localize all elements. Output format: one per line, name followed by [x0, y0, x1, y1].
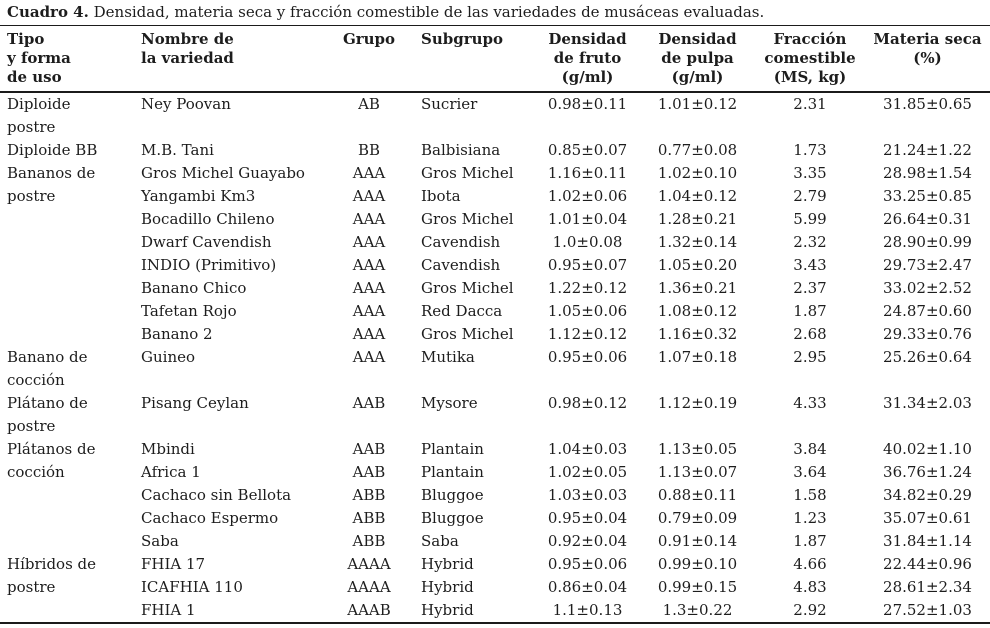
cell-materia_seca: 27.52±1.03 [883, 601, 972, 619]
cell-fraccion_comestible: 2.37 [793, 279, 827, 297]
cell-tipo: Plátano de postre [7, 394, 88, 435]
cell-grupo: ABB [352, 532, 386, 550]
cell-fraccion_comestible: 3.84 [793, 440, 827, 458]
cell-densidad_pulpa: 1.16±0.32 [657, 325, 738, 343]
cell-densidad_pulpa: 0.99±0.15 [657, 578, 738, 596]
table-row [0, 254, 990, 277]
cell-grupo: AAA [352, 164, 386, 182]
cell-grupo: AAAA [347, 555, 391, 573]
cell-subgrupo: Gros Michel [421, 325, 514, 343]
cell-densidad_pulpa: 1.13±0.07 [657, 463, 738, 481]
table-row [0, 507, 990, 530]
cell-densidad_fruto: 1.12±0.12 [547, 325, 628, 343]
cell-densidad_fruto: 0.85±0.07 [547, 141, 628, 159]
column-header-grupo: Grupo [342, 30, 396, 48]
cell-variedad: Dwarf Cavendish [141, 233, 272, 251]
cell-materia_seca: 21.24±1.22 [883, 141, 972, 159]
cell-materia_seca: 35.07±0.61 [883, 509, 972, 527]
table-row [0, 208, 990, 231]
cell-densidad_pulpa: 1.02±0.10 [657, 164, 738, 182]
cell-fraccion_comestible: 2.92 [793, 601, 827, 619]
cell-fraccion_comestible: 1.58 [793, 486, 827, 504]
cell-fraccion_comestible: 4.83 [793, 578, 827, 596]
cell-variedad: Tafetan Rojo [141, 302, 237, 320]
cell-fraccion_comestible: 2.95 [793, 348, 827, 366]
cell-grupo: AAA [352, 233, 386, 251]
cell-variedad: Guineo [141, 348, 196, 366]
cell-grupo: AAA [352, 279, 386, 297]
cell-variedad: Mbindi [141, 440, 195, 458]
cell-densidad_pulpa: 1.07±0.18 [657, 348, 738, 366]
cell-densidad_fruto: 0.95±0.06 [547, 348, 628, 366]
cell-densidad_pulpa: 1.32±0.14 [657, 233, 738, 251]
cell-fraccion_comestible: 2.31 [793, 95, 827, 113]
cell-materia_seca: 29.33±0.76 [883, 325, 972, 343]
cell-materia_seca: 28.90±0.99 [883, 233, 972, 251]
cell-grupo: AAAB [347, 601, 391, 619]
cell-densidad_pulpa: 0.77±0.08 [657, 141, 738, 159]
table-row [0, 530, 990, 553]
table-row [0, 461, 990, 484]
cell-materia_seca: 28.98±1.54 [883, 164, 972, 182]
cell-densidad_fruto: 1.02±0.05 [547, 463, 628, 481]
cell-tipo: Bananos de postre [7, 164, 96, 205]
cell-subgrupo: Saba [421, 532, 459, 550]
table-row [0, 300, 990, 323]
cell-subgrupo: Plantain [421, 463, 484, 481]
column-header-variedad: Nombre de la variedad [141, 30, 234, 67]
cell-fraccion_comestible: 5.99 [793, 210, 827, 228]
cell-subgrupo: Plantain [421, 440, 484, 458]
cell-materia_seca: 40.02±1.10 [883, 440, 972, 458]
cell-materia_seca: 24.87±0.60 [883, 302, 972, 320]
cell-materia_seca: 31.85±0.65 [883, 95, 972, 113]
cell-grupo: AAA [352, 256, 386, 274]
cell-densidad_fruto: 0.95±0.04 [547, 509, 628, 527]
cell-fraccion_comestible: 3.64 [793, 463, 827, 481]
cell-fraccion_comestible: 3.43 [793, 256, 827, 274]
cell-grupo: ABB [352, 509, 386, 527]
cell-grupo: AAA [352, 187, 386, 205]
cell-densidad_pulpa: 1.3±0.22 [662, 601, 733, 619]
cell-subgrupo: Mutika [421, 348, 475, 366]
column-header-densidad_pulpa: Densidad de pulpa (g/ml) [658, 30, 737, 86]
cell-materia_seca: 25.26±0.64 [883, 348, 972, 366]
cell-fraccion_comestible: 1.23 [793, 509, 827, 527]
cell-variedad: FHIA 1 [141, 601, 196, 619]
cell-densidad_fruto: 1.04±0.03 [547, 440, 628, 458]
cell-densidad_fruto: 1.22±0.12 [547, 279, 628, 297]
cell-grupo: AB [358, 95, 380, 113]
cell-fraccion_comestible: 1.87 [793, 302, 827, 320]
cell-subgrupo: Ibota [421, 187, 461, 205]
cell-grupo: BB [357, 141, 381, 159]
cell-tipo: Diploide postre [7, 95, 71, 136]
table-row [0, 323, 990, 346]
cell-subgrupo: Hybrid [421, 601, 474, 619]
cell-densidad_pulpa: 0.79±0.09 [657, 509, 738, 527]
column-header-materia_seca: Materia seca (%) [873, 30, 982, 67]
cell-densidad_fruto: 1.0±0.08 [552, 233, 623, 251]
cell-grupo: AAA [352, 302, 386, 320]
table-row [0, 185, 990, 208]
cell-subgrupo: Mysore [421, 394, 478, 412]
cell-variedad: Saba [141, 532, 179, 550]
cell-subgrupo: Bluggoe [421, 486, 484, 504]
cell-grupo: AAA [352, 348, 386, 366]
cell-densidad_pulpa: 0.99±0.10 [657, 555, 738, 573]
cell-materia_seca: 33.02±2.52 [883, 279, 972, 297]
cell-grupo: AAA [352, 325, 386, 343]
cell-subgrupo: Gros Michel [421, 164, 514, 182]
cell-densidad_fruto: 0.92±0.04 [547, 532, 628, 550]
cell-tipo: Híbridos de postre [7, 555, 97, 596]
cell-fraccion_comestible: 2.32 [793, 233, 827, 251]
cell-materia_seca: 34.82±0.29 [883, 486, 972, 504]
cell-densidad_pulpa: 1.01±0.12 [657, 95, 738, 113]
cell-subgrupo: Cavendish [421, 256, 501, 274]
table-row [0, 162, 990, 185]
cell-densidad_pulpa: 1.28±0.21 [657, 210, 738, 228]
table-row [0, 599, 990, 623]
cell-fraccion_comestible: 4.33 [793, 394, 827, 412]
table-title-label: Cuadro 4. [7, 3, 89, 21]
cell-variedad: Banano Chico [141, 279, 247, 297]
cell-variedad: Gros Michel Guayabo [141, 164, 305, 182]
table-row [0, 92, 990, 139]
cell-variedad: Cachaco sin Bellota [141, 486, 292, 504]
cell-materia_seca: 33.25±0.85 [883, 187, 972, 205]
table-row [0, 231, 990, 254]
cell-densidad_fruto: 0.95±0.06 [547, 555, 628, 573]
column-header-densidad_fruto: Densidad de fruto (g/ml) [548, 30, 627, 86]
cell-fraccion_comestible: 2.79 [793, 187, 827, 205]
table-body [0, 92, 990, 623]
cell-variedad: INDIO (Primitivo) [141, 256, 277, 274]
cell-subgrupo: Gros Michel [421, 210, 514, 228]
cell-fraccion_comestible: 4.66 [793, 555, 827, 573]
cell-densidad_fruto: 0.98±0.11 [547, 95, 628, 113]
varieties-table [0, 26, 990, 624]
cell-densidad_fruto: 0.95±0.07 [547, 256, 628, 274]
column-header-tipo: Tipo y forma de uso [7, 30, 71, 86]
cell-tipo: Diploide BB [7, 141, 98, 159]
cell-grupo: AAAA [347, 578, 391, 596]
cell-densidad_pulpa: 1.04±0.12 [657, 187, 738, 205]
cell-grupo: ABB [352, 486, 386, 504]
cell-tipo: Banano de cocción [7, 348, 88, 389]
cell-densidad_fruto: 1.1±0.13 [552, 601, 623, 619]
cell-materia_seca: 22.44±0.96 [883, 555, 972, 573]
cell-densidad_pulpa: 1.05±0.20 [657, 256, 738, 274]
cell-materia_seca: 31.34±2.03 [883, 394, 972, 412]
cell-densidad_pulpa: 1.12±0.19 [657, 394, 738, 412]
cell-subgrupo: Bluggoe [421, 509, 484, 527]
cell-densidad_fruto: 1.16±0.11 [547, 164, 628, 182]
cell-fraccion_comestible: 1.87 [793, 532, 827, 550]
table-row [0, 576, 990, 599]
cell-materia_seca: 28.61±2.34 [883, 578, 972, 596]
cell-densidad_fruto: 1.01±0.04 [547, 210, 628, 228]
cell-fraccion_comestible: 3.35 [793, 164, 827, 182]
table-row [0, 438, 990, 461]
cell-subgrupo: Sucrier [421, 95, 478, 113]
cell-grupo: AAA [352, 210, 386, 228]
cell-variedad: Banano 2 [141, 325, 213, 343]
table-row [0, 277, 990, 300]
cell-subgrupo: Hybrid [421, 578, 474, 596]
cell-variedad: Pisang Ceylan [141, 394, 249, 412]
column-header-fraccion_comestible: Fracción comestible (MS, kg) [764, 30, 856, 86]
cell-grupo: AAB [352, 394, 386, 412]
column-header-subgrupo: Subgrupo [421, 30, 504, 48]
cell-materia_seca: 31.84±1.14 [883, 532, 972, 550]
cell-fraccion_comestible: 2.68 [793, 325, 827, 343]
cell-variedad: FHIA 17 [141, 555, 206, 573]
cell-densidad_fruto: 1.03±0.03 [547, 486, 628, 504]
table-row [0, 346, 990, 392]
cell-variedad: M.B. Tani [141, 141, 214, 159]
cell-densidad_pulpa: 1.36±0.21 [657, 279, 738, 297]
table-row [0, 392, 990, 438]
cell-grupo: AAB [352, 440, 386, 458]
table-row [0, 553, 990, 576]
cell-variedad: Yangambi Km3 [141, 187, 256, 205]
table-title-text: Densidad, materia seca y fracción comestible de las variedades de musáceas evaluadas. [93, 3, 765, 21]
cell-densidad_fruto: 0.98±0.12 [547, 394, 628, 412]
table-header-row [0, 26, 990, 92]
table-row [0, 484, 990, 507]
table-title [0, 0, 990, 26]
cell-subgrupo: Red Dacca [421, 302, 503, 320]
cell-variedad: ICAFHIA 110 [141, 578, 243, 596]
cell-densidad_pulpa: 0.88±0.11 [657, 486, 738, 504]
table-row [0, 139, 990, 162]
cell-densidad_fruto: 1.02±0.06 [547, 187, 628, 205]
cell-variedad: Ney Poovan [141, 95, 231, 113]
cell-variedad: Africa 1 [141, 463, 201, 481]
cell-densidad_pulpa: 0.91±0.14 [657, 532, 738, 550]
cell-subgrupo: Balbisiana [421, 141, 501, 159]
cell-grupo: AAB [352, 463, 386, 481]
cell-densidad_pulpa: 1.13±0.05 [657, 440, 738, 458]
cell-subgrupo: Gros Michel [421, 279, 514, 297]
cell-subgrupo: Hybrid [421, 555, 474, 573]
cell-densidad_fruto: 0.86±0.04 [547, 578, 628, 596]
cell-materia_seca: 29.73±2.47 [883, 256, 972, 274]
cell-densidad_fruto: 1.05±0.06 [547, 302, 628, 320]
cell-materia_seca: 36.76±1.24 [883, 463, 972, 481]
table-header [0, 26, 990, 92]
cell-variedad: Cachaco Espermo [141, 509, 279, 527]
cell-densidad_pulpa: 1.08±0.12 [657, 302, 738, 320]
cell-subgrupo: Cavendish [421, 233, 501, 251]
cell-fraccion_comestible: 1.73 [793, 141, 827, 159]
cell-materia_seca: 26.64±0.31 [883, 210, 972, 228]
cell-tipo: Plátanos de cocción [7, 440, 96, 481]
cell-variedad: Bocadillo Chileno [141, 210, 275, 228]
